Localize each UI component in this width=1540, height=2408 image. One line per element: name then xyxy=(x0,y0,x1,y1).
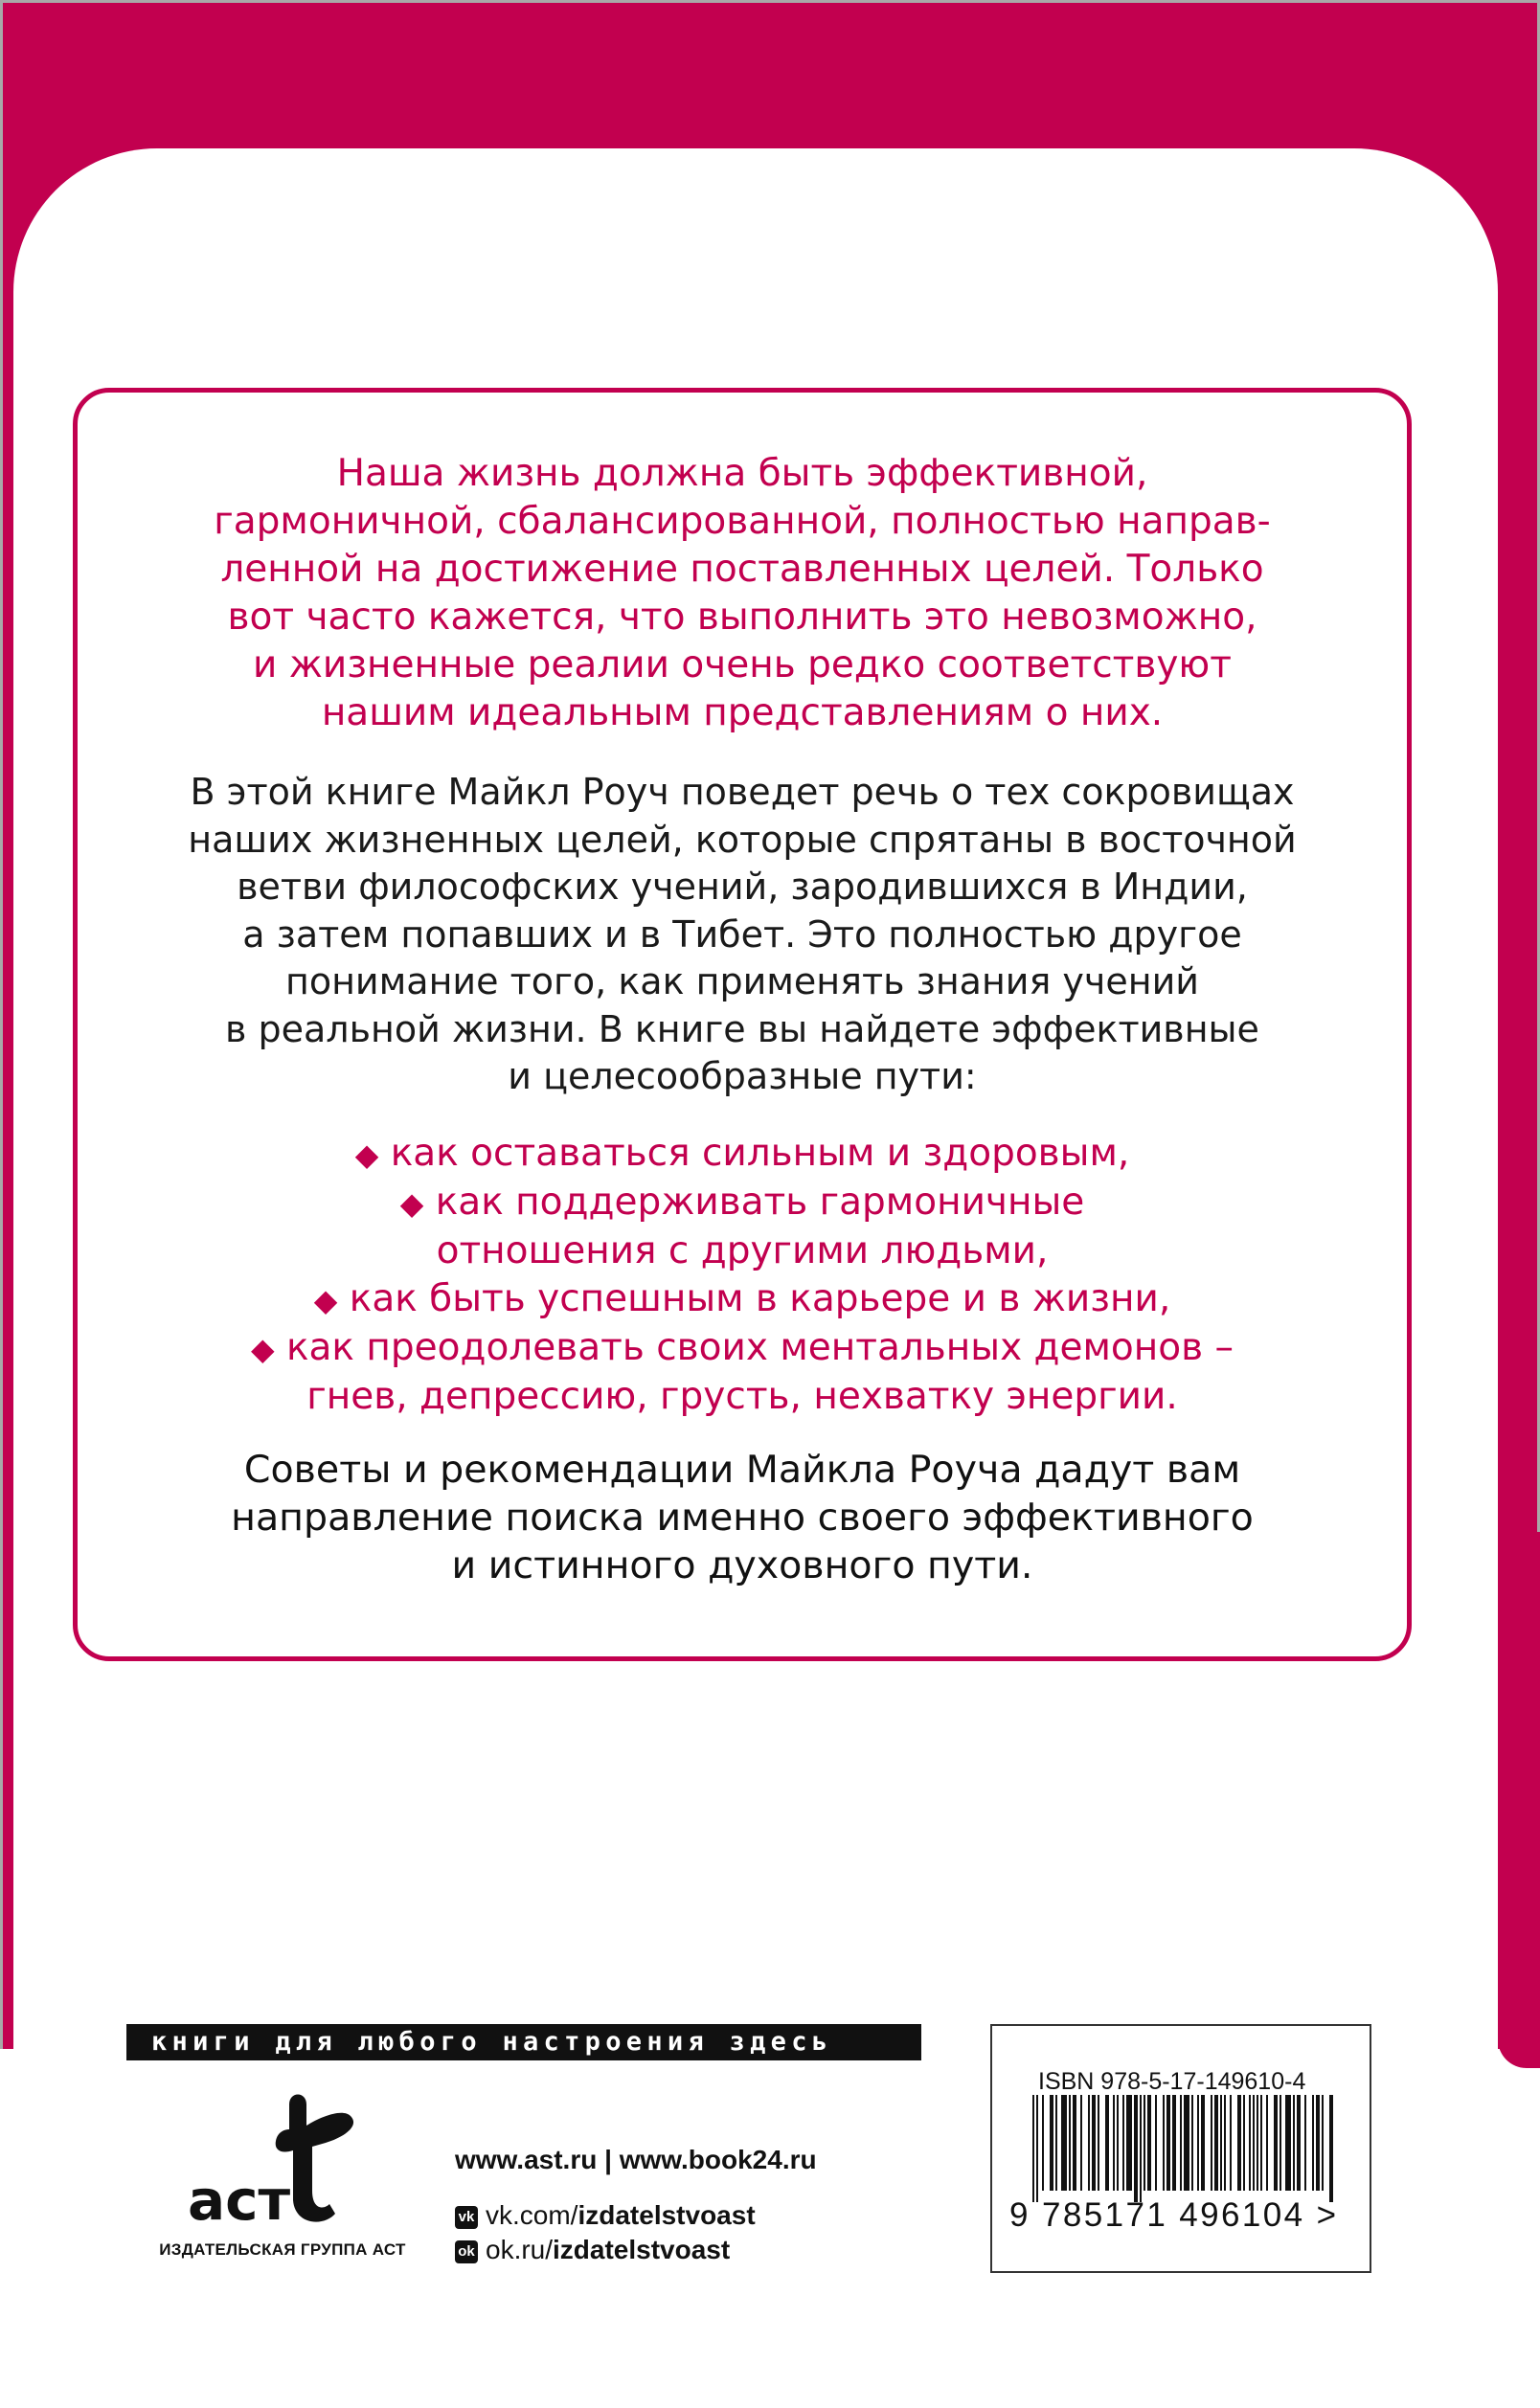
barcode-bar xyxy=(1117,2095,1119,2191)
ok-handle: izdatelstvoast xyxy=(553,2235,731,2264)
description-line: В этой книге Майкл Роуч поведет речь о тех сокровищах xyxy=(190,771,1295,813)
intro-paragraph xyxy=(92,450,1393,737)
description-line: ветви философских учений, зародившихся в Индии, xyxy=(237,866,1248,908)
isbn-block xyxy=(990,2024,1371,2273)
barcode-bar xyxy=(1249,2095,1251,2191)
intro-line: нашим идеальным представлениям о них. xyxy=(321,691,1164,734)
bullet-item xyxy=(92,1179,1393,1227)
bullet-text: как поддерживать гармоничные xyxy=(435,1181,1085,1224)
diamond-icon: ◆ xyxy=(399,1185,424,1222)
barcode-bar xyxy=(1147,2095,1151,2191)
vk-icon: vk xyxy=(455,2206,478,2229)
publisher-name: ИЗДАТЕЛЬСКАЯ ГРУППА АСТ xyxy=(159,2240,406,2259)
isbn-label: ISBN 978-5-17-149610-4 xyxy=(1038,2068,1306,2095)
barcode-digits: 9 785171 496104 > xyxy=(1009,2196,1339,2234)
barcode-bar xyxy=(1285,2095,1291,2191)
barcode-bar xyxy=(1105,2095,1109,2191)
barcode-bar xyxy=(1073,2095,1076,2191)
bullet-item xyxy=(92,1275,1393,1324)
logo-text: аст xyxy=(188,2168,291,2233)
bullet-item xyxy=(92,1324,1393,1373)
barcode-bar xyxy=(1088,2095,1090,2191)
barcode-bar xyxy=(1113,2095,1115,2191)
barcode-bar xyxy=(1257,2095,1258,2191)
barcode-bar xyxy=(1069,2095,1071,2191)
barcode-bar xyxy=(1098,2095,1099,2191)
bullet-text: как быть успешным в карьере и в жизни, xyxy=(349,1277,1171,1320)
barcode-bar xyxy=(1280,2095,1281,2191)
barcode-bar xyxy=(1126,2095,1132,2191)
barcode-bar xyxy=(1197,2095,1199,2191)
barcode-bar xyxy=(1243,2095,1245,2191)
ast-logo xyxy=(182,2087,383,2240)
diamond-icon: ◆ xyxy=(250,1331,275,1367)
barcode-bar xyxy=(1260,2095,1262,2191)
bullet-item xyxy=(92,1130,1393,1179)
barcode-bar xyxy=(1304,2095,1306,2191)
barcode-bar xyxy=(1055,2095,1057,2191)
barcode-bar xyxy=(1253,2095,1255,2191)
intro-line: и жизненные реалии очень редко соответствуют xyxy=(253,643,1232,686)
intro-line: ленной на достижение поставленных целей. Только xyxy=(220,548,1264,591)
barcode-bar xyxy=(1316,2095,1320,2191)
description-line: в реальной жизни. В книге вы найдете эффективные xyxy=(225,1007,1259,1050)
barcode-bar xyxy=(1032,2095,1034,2202)
barcode-bar xyxy=(1180,2095,1182,2191)
closing-line: Советы и рекомендации Майкла Роуча дадут вам xyxy=(243,1448,1241,1492)
diamond-icon: ◆ xyxy=(313,1282,338,1318)
barcode-bar xyxy=(1237,2095,1241,2191)
barcode-bar xyxy=(1201,2095,1205,2191)
barcode-bar xyxy=(1329,2095,1333,2202)
barcode-bar xyxy=(1230,2095,1232,2191)
vk-link[interactable] xyxy=(455,2200,756,2231)
bullet-list xyxy=(92,1130,1393,1421)
barcode-bar xyxy=(1166,2095,1170,2191)
intro-line: гармоничной, сбалансированной, полностью направ- xyxy=(214,500,1271,543)
vk-prefix: vk.com/ xyxy=(486,2200,578,2230)
barcode-bar xyxy=(1144,2095,1145,2191)
intro-line: Наша жизнь должна быть эффективной, xyxy=(336,452,1148,495)
barcode-bar xyxy=(1184,2095,1189,2191)
description-line: наших жизненных целей, которые спрятаны в восточной xyxy=(188,818,1297,861)
description-line: понимание того, как применять знания учений xyxy=(284,960,1199,1002)
tagline-banner: книги для любого настроения здесь xyxy=(126,2024,921,2060)
intro-line: вот часто кажется, что выполнить это невозможно, xyxy=(227,596,1257,639)
barcode-bar xyxy=(1211,2095,1212,2191)
diamond-icon: ◆ xyxy=(354,1136,379,1173)
barcode-bar xyxy=(1155,2095,1157,2191)
vk-handle: izdatelstvoast xyxy=(578,2200,756,2230)
barcode-bar xyxy=(1297,2095,1301,2191)
barcode-bar xyxy=(1042,2095,1044,2191)
barcode-bar xyxy=(1312,2095,1314,2191)
magenta-side-strip xyxy=(1498,1532,1540,2068)
bullet-text: как преодолевать своих ментальных демонов – xyxy=(285,1326,1234,1369)
closing-line: направление поиска именно своего эффективного xyxy=(231,1496,1254,1540)
bullet-continuation: гнев, депрессию, грусть, нехватку энергии. xyxy=(306,1375,1178,1418)
barcode-bar xyxy=(1293,2095,1295,2191)
barcode-bar xyxy=(1140,2095,1142,2202)
bullet-text: как оставаться сильным и здоровым, xyxy=(390,1132,1130,1175)
barcode-bar xyxy=(1092,2095,1096,2191)
barcode-bar xyxy=(1050,2095,1053,2191)
description-line: а затем попавших и в Тибет. Это полностью другое xyxy=(242,912,1242,956)
barcode-bar xyxy=(1080,2095,1082,2191)
barcode-bar xyxy=(1220,2095,1222,2191)
barcode-bar xyxy=(1134,2095,1138,2202)
description-line: и целесообразные пути: xyxy=(508,1055,977,1097)
barcode-bar xyxy=(1172,2095,1176,2191)
bullet-continuation: отношения с другими людьми, xyxy=(436,1229,1049,1272)
barcode-bar xyxy=(1191,2095,1193,2191)
barcode-bar xyxy=(1061,2095,1067,2191)
barcode-bar xyxy=(1322,2095,1324,2191)
description-paragraph xyxy=(92,769,1393,1101)
websites-link[interactable]: www.ast.ru | www.book24.ru xyxy=(455,2145,817,2174)
barcode-bar xyxy=(1224,2095,1226,2191)
ok-link[interactable] xyxy=(455,2235,730,2265)
odnoklassniki-icon: ok xyxy=(455,2240,478,2263)
barcode-bar xyxy=(1214,2095,1218,2191)
barcode-bar xyxy=(1036,2095,1038,2202)
barcode-bar xyxy=(1163,2095,1165,2191)
closing-paragraph xyxy=(92,1446,1393,1589)
barcode-bar xyxy=(1122,2095,1124,2191)
ok-prefix: ok.ru/ xyxy=(486,2235,554,2264)
barcode-bar xyxy=(1274,2095,1278,2191)
barcode xyxy=(1011,2095,1356,2202)
closing-line: и истинного духовного пути. xyxy=(451,1543,1033,1587)
barcode-bar xyxy=(1266,2095,1268,2191)
